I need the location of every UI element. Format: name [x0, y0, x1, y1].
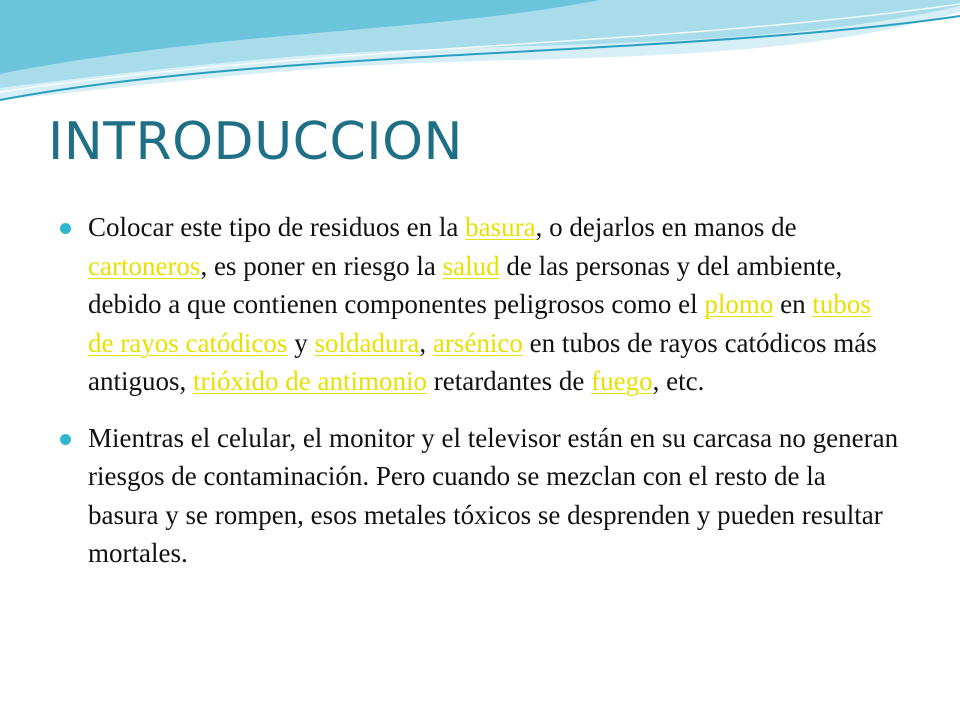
slide-title: INTRODUCCION — [48, 112, 463, 172]
bullet-text: Colocar este tipo de residuos en la basura, o dejarlos en manos de cartoneros, es poner en riesgo la salud de las personas y del ambiente, debido a que contienen componentes peligrosos como el plomo en tubos de rayos catódicos y soldadura, arsénico en tubos de rayos catódicos más antiguos, trióxido de antimonio retardantes de fuego, etc. — [88, 212, 877, 396]
header-wave-decoration — [0, 0, 960, 110]
link-cartoneros[interactable]: cartoneros — [88, 250, 201, 281]
bullet-item-1 — [60, 208, 900, 401]
link-fuego[interactable]: fuego — [591, 366, 653, 396]
bullet-icon — [60, 223, 71, 234]
link-soldadura[interactable]: soldadura — [314, 327, 420, 358]
link-tubos-de-rayos-catodicos[interactable]: tubos de rayos catódicos — [88, 289, 871, 358]
bullet-text: Mientras el celular, el monitor y el televisor están en su carcasa no generan riesgos de contaminación. Pero cuando se mezclan con el resto de la basura y se rompen, esos metales tóxicos se desprenden y pueden resultar mortales. — [88, 422, 899, 568]
link-basura[interactable]: basura — [465, 212, 536, 242]
link-plomo[interactable]: plomo — [704, 289, 774, 319]
link-arsenico[interactable]: arsénico — [432, 327, 523, 358]
link-salud[interactable]: salud — [442, 250, 500, 281]
bullet-item-2 — [60, 419, 900, 573]
link-trioxido-de-antimonio[interactable]: trióxido de antimonio — [193, 366, 427, 396]
bullet-list — [60, 208, 900, 591]
bullet-icon — [60, 434, 71, 445]
